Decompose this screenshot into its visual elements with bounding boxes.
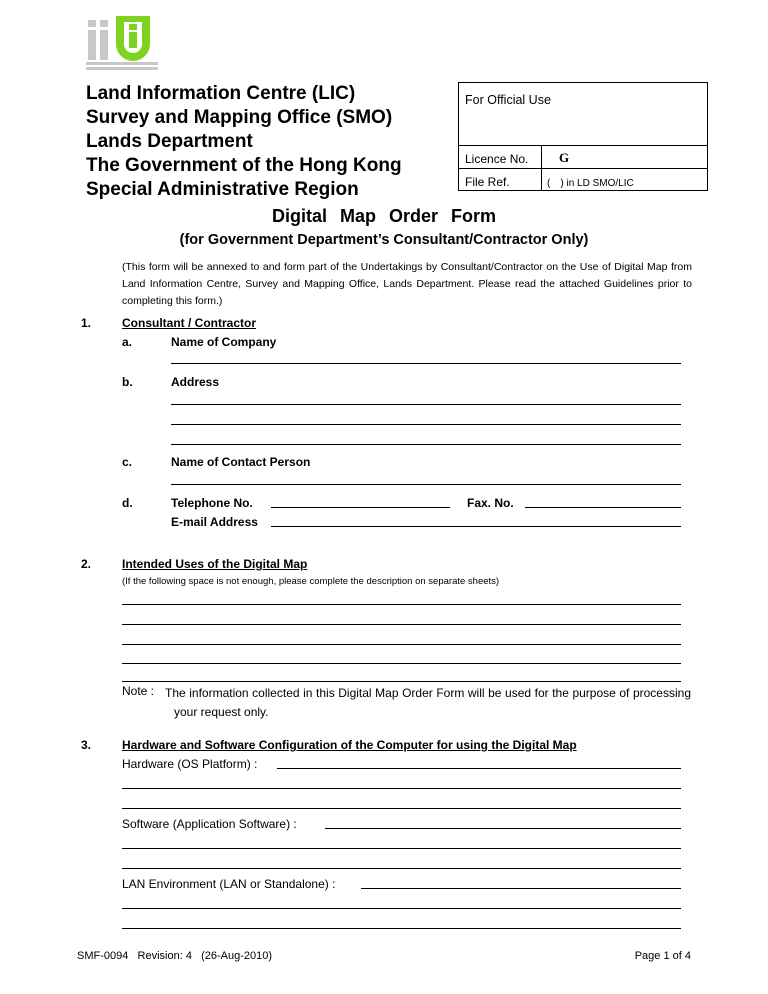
contact-person-field[interactable] (171, 484, 681, 485)
lan-field[interactable] (361, 888, 681, 889)
fax-field[interactable] (525, 507, 681, 508)
lan-label: LAN Environment (LAN or Standalone) : (122, 877, 336, 891)
licence-label: Licence No. (465, 152, 529, 166)
licence-value: G (559, 150, 570, 165)
form-intro: (This form will be annexed to and form part of the Undertakings by Consultant/Contractor on the Use of Digital Map from Land Information Centre, Survey and Mapping Office, Lands Department. Please read the attached Guidelines prior to completing this form.) (122, 261, 692, 307)
form-subtitle: (for Government Department’s Consultant/Contractor Only) (179, 232, 589, 248)
software-field-3[interactable] (122, 868, 681, 869)
form-title: Digital Map Order Form (271, 206, 497, 226)
intended-use-field-4[interactable] (122, 663, 681, 664)
section-2-hint: (If the following space is not enough, please complete the description on separate sheets) (122, 576, 500, 587)
company-name-field[interactable] (171, 363, 681, 364)
section-2-heading: Intended Uses of the Digital Map (122, 557, 308, 571)
email-label: E-mail Address (171, 515, 258, 529)
section-1-number: 1. (81, 316, 92, 330)
item-c-letter: c. (122, 455, 133, 469)
organisation-block (86, 82, 456, 202)
address-label: Address (171, 375, 220, 389)
page-number: Page 1 of 4 (634, 950, 691, 962)
software-label: Software (Application Software) : (122, 817, 297, 831)
note-label: Note : (122, 684, 155, 698)
address-field-1[interactable] (171, 404, 681, 405)
address-field-2[interactable] (171, 424, 681, 425)
form-reference: SMF-0094 Revision: 4 (26-Aug-2010) (77, 950, 273, 962)
intended-use-field-2[interactable] (122, 624, 681, 625)
file-ref-label: File Ref. (465, 175, 510, 189)
file-ref-row (459, 168, 707, 191)
section-3-number: 3. (81, 738, 92, 752)
org-line-4: The Government of the Hong Kong (86, 155, 402, 176)
intended-use-field-3[interactable] (122, 644, 681, 645)
org-line-1: Land Information Centre (LIC) (86, 83, 356, 104)
email-field[interactable] (271, 526, 681, 527)
file-ref-value (547, 175, 634, 189)
telephone-field[interactable] (271, 507, 450, 508)
file-ref-suffix: ) in LD SMO/LIC (560, 178, 634, 189)
lan-field-3[interactable] (122, 928, 681, 929)
hardware-field-3[interactable] (122, 808, 681, 809)
lan-field-2[interactable] (122, 908, 681, 909)
official-use-box (458, 82, 708, 191)
address-field-3[interactable] (171, 444, 681, 445)
note-text: The information collected in this Digital Map Order Form will be used for the purpose of processing your request only. (165, 686, 691, 719)
org-line-5: Special Administrative Region (86, 179, 359, 200)
fax-label: Fax. No. (467, 496, 514, 510)
licence-row (459, 145, 707, 169)
org-line-2: Survey and Mapping Office (SMO) (86, 107, 393, 128)
item-d-letter: d. (122, 496, 133, 510)
intended-use-field-5[interactable] (122, 681, 681, 682)
company-name-label: Name of Company (171, 335, 277, 349)
software-field[interactable] (325, 828, 681, 829)
intended-use-field-1[interactable] (122, 604, 681, 605)
hardware-field[interactable] (277, 768, 681, 769)
section-2-number: 2. (81, 557, 92, 571)
lic-logo (86, 16, 158, 72)
telephone-label: Telephone No. (171, 496, 253, 510)
item-a-letter: a. (122, 335, 133, 349)
item-b-letter: b. (122, 375, 133, 389)
file-ref-open: ( (547, 178, 551, 189)
section-3-heading: Hardware and Software Configuration of the Computer for using the Digital Map (122, 738, 577, 752)
hardware-field-2[interactable] (122, 788, 681, 789)
contact-person-label: Name of Contact Person (171, 455, 311, 469)
section-1-heading: Consultant / Contractor (122, 316, 256, 330)
official-use-heading: For Official Use (465, 93, 551, 107)
hardware-label: Hardware (OS Platform) : (122, 757, 258, 771)
software-field-2[interactable] (122, 848, 681, 849)
org-line-3: Lands Department (86, 131, 253, 152)
